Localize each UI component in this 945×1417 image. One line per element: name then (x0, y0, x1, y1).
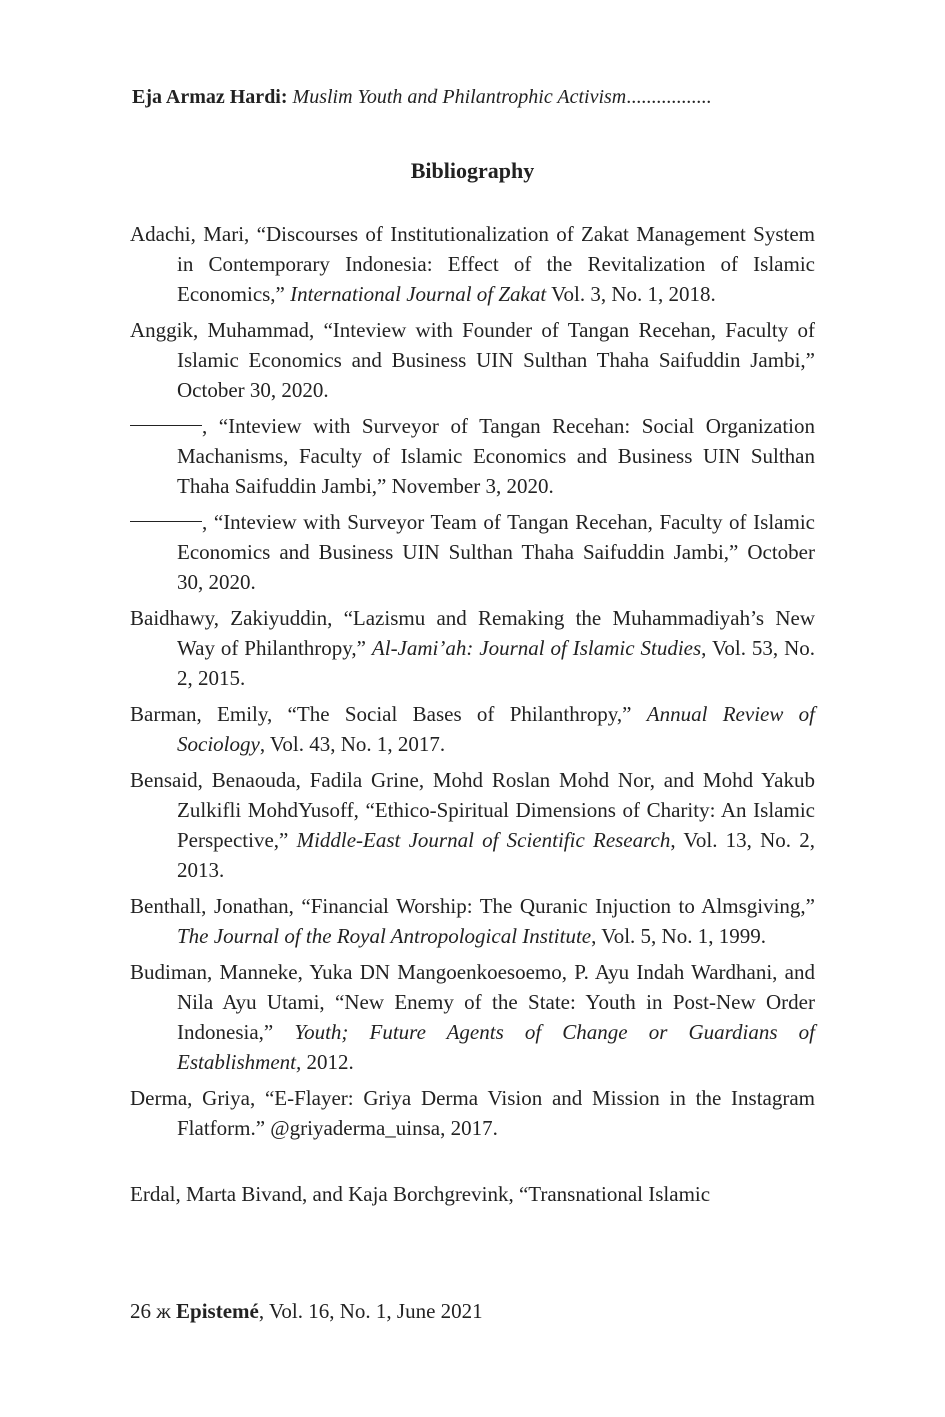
bibliography-entry (130, 1179, 815, 1209)
entry-source: Middle-East Journal of Scientific Research (296, 828, 671, 852)
bibliography-entry (130, 603, 815, 693)
entry-text: Budiman, Manneke, Yuka DN Mangoenkoesoemo, P. Ayu Indah Wardhani, and Nila Ayu Utami, “New Enemy of the State: Youth in Post-New Order Indonesia,” (130, 960, 815, 1044)
running-header (132, 86, 832, 109)
section-title: Bibliography (410, 158, 535, 183)
entry-text: Erdal, Marta Bivand, and Kaja Borchgrevink, “Transnational Islamic (130, 1182, 711, 1206)
bibliography-entry (130, 957, 815, 1077)
header-title: Muslim Youth and Philantrophic Activism (292, 86, 627, 108)
footer-separator: ж (156, 1299, 171, 1323)
bibliography-entry (130, 411, 815, 501)
entry-source: Annual Review of Sociology (177, 702, 815, 756)
bibliography-entry (130, 315, 815, 405)
repeat-author-dash (130, 521, 202, 522)
entry-text: , “Inteview with Surveyor Team of Tangan Recehan, Faculty of Islamic Economics and Business UIN Sulthan Thaha Saifuddin Jambi,” October 30, 2020. (177, 510, 815, 594)
entry-text: Derma, Griya, “E-Flayer: Griya Derma Vision and Mission in the Instagram Flatform.” @griyaderma_uinsa, 2017. (130, 1086, 815, 1140)
page-number: 26 (130, 1299, 151, 1323)
entry-text: Anggik, Muhammad, “Inteview with Founder of Tangan Recehan, Faculty of Islamic Economics and Business UIN Sulthan Thaha Saifuddin Jambi,” October 30, 2020. (130, 318, 815, 402)
repeat-author-dash (130, 425, 202, 426)
entry-text: Baidhawy, Zakiyuddin, “Lazismu and Remaking the Muhammadiyah’s New Way of Philanthropy,” (130, 606, 815, 660)
entry-source: Youth; Future Agents of Change or Guardians of Establishment, (177, 1020, 816, 1074)
entry-details: , Vol. 43, No. 1, 2017. (259, 732, 446, 756)
entry-details: , Vol. 53, No. 2, 2015. (177, 636, 815, 690)
bibliography-entry (130, 507, 815, 597)
bibliography-list (130, 219, 815, 1215)
bibliography-entry (130, 699, 815, 759)
entry-source: Al-Jami’ah: Journal of Islamic Studies (371, 636, 702, 660)
entry-source: International Journal of Zakat (290, 282, 547, 306)
journal-issue: , Vol. 16, No. 1, June 2021 (258, 1299, 483, 1323)
entry-text: Bensaid, Benaouda, Fadila Grine, Mohd Roslan Mohd Nor, and Mohd Yakub Zulkifli MohdYusoff, “Ethico-Spiritual Dimensions of Charity: An Islamic Perspective,” (130, 768, 815, 852)
entry-details: , Vol. 13, No. 2, 2013. (177, 828, 815, 882)
header-author: Eja Armaz Hardi: (132, 86, 288, 108)
entry-details: 2012. (301, 1050, 354, 1074)
entry-details: Vol. 3, No. 1, 2018. (546, 282, 716, 306)
entry-text: , “Inteview with Surveyor of Tangan Recehan: Social Organization Machanisms, Faculty of Islamic Economics and Business UIN Sulthan Thaha Saifuddin Jambi,” November 3, 2020. (177, 414, 815, 498)
journal-name: Epistemé (176, 1299, 259, 1323)
header-dots: ................. (626, 86, 712, 108)
bibliography-entry (130, 891, 815, 951)
entry-text: Barman, Emily, “The Social Bases of Philanthropy,” (130, 702, 647, 726)
bibliography-entry (130, 219, 815, 309)
entry-text: Benthall, Jonathan, “Financial Worship: The Quranic Injuction to Almsgiving,” (130, 894, 815, 918)
bibliography-entry (130, 765, 815, 885)
page-footer (130, 1299, 483, 1324)
entry-details: , Vol. 5, No. 1, 1999. (591, 924, 766, 948)
entry-text: Adachi, Mari, “Discourses of Institutionalization of Zakat Management System in Contemporary Indonesia: Effect of the Revitalization of Islamic Economics,” (130, 222, 815, 306)
bibliography-entry (130, 1083, 815, 1143)
entry-source: The Journal of the Royal Antropological Institute (177, 924, 592, 948)
